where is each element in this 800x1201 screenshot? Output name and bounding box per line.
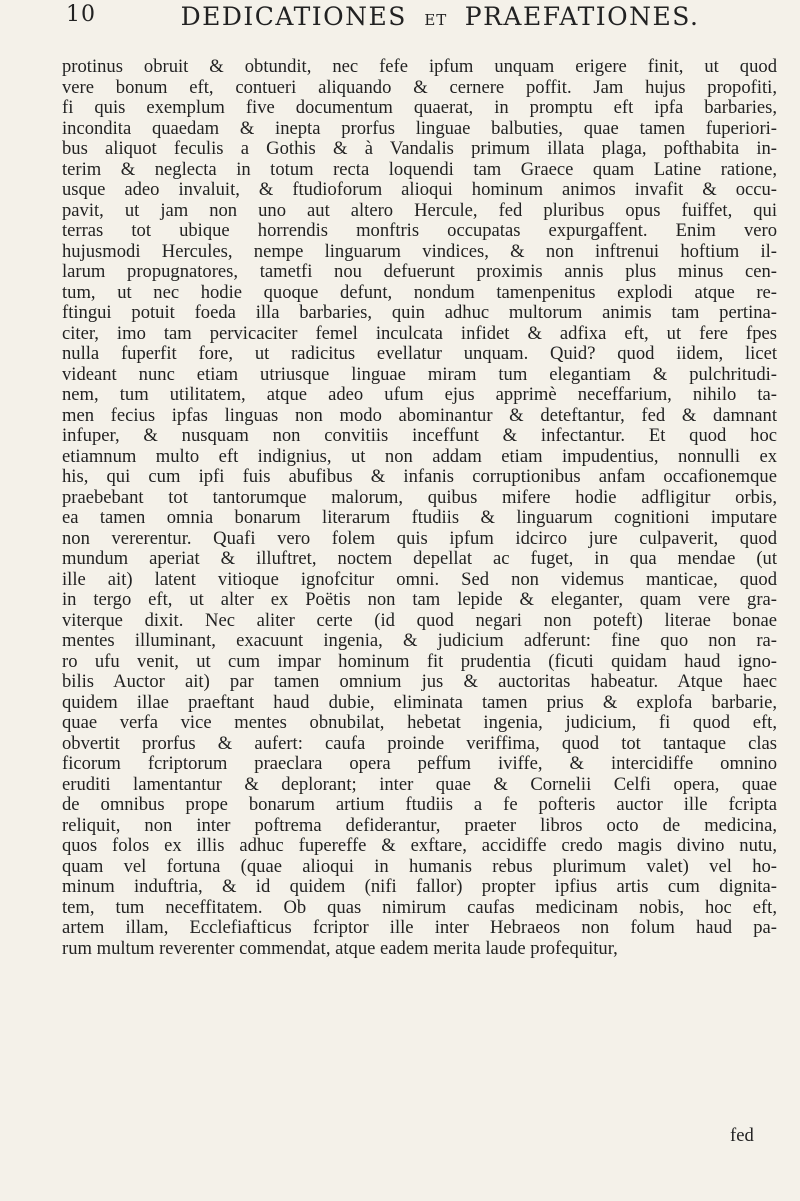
running-head-et: ET bbox=[424, 11, 448, 29]
text-line: tem, tum neceffitatem. Ob quas nimirum caufas medicinam nobis, hoc eft, bbox=[62, 896, 777, 918]
text-line: quidem illae praeftant haud dubie, eliminata tamen prius & explofa barbarie, bbox=[62, 691, 777, 713]
text-line: etiamnum multo eft indignius, ut non addam etiam impudentius, nonnulli ex bbox=[62, 445, 777, 467]
text-line: ea tamen omnia bonarum literarum ftudiis & linguarum cognitioni imputare bbox=[62, 507, 777, 528]
text-line: mentes illuminant, exacuunt ingenia, & judicium adferunt: fine quo non ra- bbox=[62, 630, 777, 651]
text-line: his, qui cum ipfi fuis abufibus & infanis corruptionibus anfam occafionemque bbox=[62, 466, 777, 487]
text-line: non vererentur. Quafi vero folem quis ipfum idcirco jure culpaverit, quod bbox=[62, 527, 777, 549]
text-line: minum induftria, & id quidem (nifi fallor) propter ipfius artis cum dignita- bbox=[62, 876, 777, 897]
text-line: terras tot ubique horrendis monftris occupatas expurgaffent. Enim vero bbox=[62, 220, 777, 241]
text-line: nulla fuperfit fore, ut radicitus evellatur unquam. Quid? quod iidem, licet bbox=[62, 343, 777, 364]
text-line: ro ufu venit, ut cum impar hominum fit prudentia (ficuti quidam haud igno- bbox=[62, 650, 777, 672]
text-line: viterque dixit. Nec aliter certe (id quod negari non poteft) literae bonae bbox=[62, 609, 777, 631]
text-line: quos folos ex illis adhuc fupereffe & exftare, accidiffe credo magis divino nutu, bbox=[62, 835, 777, 856]
text-line: ftingui potuit foeda illa barbaries, quin adhuc multorum animis tam pertina- bbox=[62, 302, 777, 323]
text-line: bus aliquot feculis a Gothis & à Vandalis primum illata plaga, pofthabita in- bbox=[62, 138, 777, 159]
text-line: tum, ut nec hodie quoque defunt, nondum tamenpenitus explodi atque re- bbox=[62, 281, 777, 303]
text-line: quam vel fortuna (quae alioqui in humanis rebus plurimum valet) vel ho- bbox=[62, 855, 777, 877]
page-number: 10 bbox=[66, 2, 96, 27]
text-line: bilis Auctor ait) par tamen omnium jus & auctoritas habeatur. Atque haec bbox=[62, 671, 777, 692]
text-line: in tergo eft, ut alter ex Poëtis non tam lepide & eleganter, quam vere gra- bbox=[62, 589, 777, 610]
text-line: fi quis exemplum five documentum quaerat, in promptu eft ipfa barbaries, bbox=[62, 97, 777, 118]
text-line: praebebant tot tantorumque malorum, quibus mifere hodie adfligitur orbis, bbox=[62, 486, 777, 508]
text-line: men fecius ipfas linguas non modo abominantur & deteftantur, fed & damnant bbox=[62, 404, 777, 426]
body-text bbox=[62, 57, 777, 959]
text-line: videant nunc etiam utriusque linguae miram tum elegantiam & pulchritudi- bbox=[62, 363, 777, 385]
text-line: rum multum reverenter commendat, atque eadem merita laude profequitur, bbox=[62, 937, 618, 959]
text-line: quae verfa vice mentes obnubilat, hebetat ingenia, judicium, fi quod eft, bbox=[62, 712, 777, 733]
text-line: vere bonum eft, contueri aliquando & cernere poffit. Jam hujus propofiti, bbox=[62, 76, 777, 98]
text-line: infuper, & nusquam non convitiis inceffunt & infectantur. Et quod hoc bbox=[62, 425, 777, 446]
text-line: eruditi lamentantur & deplorant; inter quae & Cornelii Celfi opera, quae bbox=[62, 773, 777, 795]
text-line: usque adeo invaluit, & ftudioforum alioqui hominum animos invafit & occu- bbox=[62, 179, 777, 200]
text-line: hujusmodi Hercules, nempe linguarum vindices, & non inftrenui hoftium il- bbox=[62, 240, 777, 262]
text-line: obvertit prorfus & aufert: caufa proinde veriffima, quod tot tantaque clas bbox=[62, 732, 777, 754]
text-line: de omnibus prope bonarum artium ftudiis a fe pofteris auctor ille fcripta bbox=[62, 794, 777, 815]
running-head-dedicationes: DEDICATIONES bbox=[180, 2, 407, 31]
catchword: fed bbox=[730, 1125, 754, 1146]
running-head bbox=[95, 2, 785, 31]
text-line: incondita quaedam & inepta prorfus linguae balbuties, quae tamen fuperiori- bbox=[62, 117, 777, 139]
text-line: artem illam, Ecclefiafticus fcriptor ille inter Hebraeos non folum haud pa- bbox=[62, 917, 777, 938]
text-line: ficorum fcriptorum praeclara opera peffum iviffe, & intercidiffe omnino bbox=[62, 753, 777, 774]
text-line: mundum aperiat & illuftret, noctem depellat ac fuget, in qua mendae (ut bbox=[62, 548, 777, 569]
text-line: protinus obruit & obtundit, nec fefe ipfum unquam erigere finit, ut quod bbox=[62, 56, 777, 77]
text-line: nem, tum utilitatem, atque adeo ufum ejus apprimè neceffarium, nihilo ta- bbox=[62, 384, 777, 405]
text-line: terim & neglecta in totum recta loquendi tam Graece quam Latine ratione, bbox=[62, 158, 777, 180]
text-line: larum propugnatores, tametfi nou defuerunt proximis annis plus minus cen- bbox=[62, 261, 777, 282]
running-head-praefationes: PRAEFATIONES. bbox=[464, 2, 700, 31]
text-line: reliquit, non inter poftrema defiderantur, praeter libros octo de medicina, bbox=[62, 814, 777, 836]
text-line: citer, imo tam pervicaciter femel inculcata infidet & adfixa eft, ut fere fpes bbox=[62, 322, 777, 344]
text-line: ille ait) latent vitioque ignofcitur omni. Sed non videmus manticae, quod bbox=[62, 568, 777, 590]
text-line: pavit, ut jam non uno aut altero Hercule, fed pluribus opus fuiffet, qui bbox=[62, 199, 777, 221]
